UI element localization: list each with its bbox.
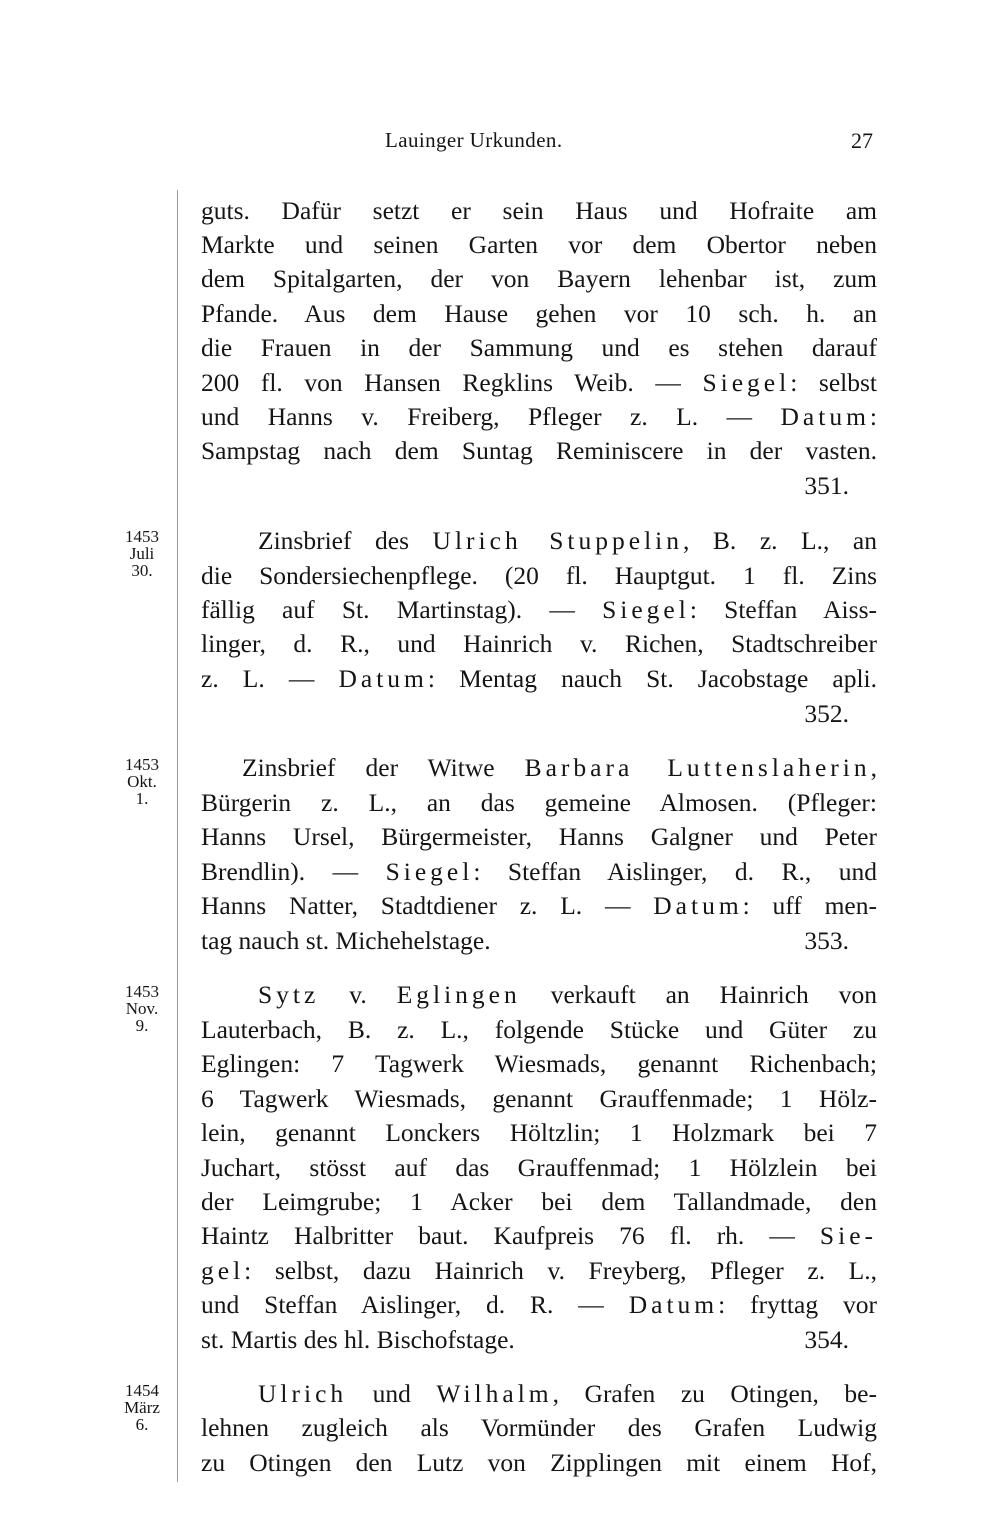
text-line: gel: selbst, dazu Hainrich v. Freyberg, Pfleger z. L., (201, 1256, 877, 1285)
text-line: Eglingen: 7 Tagwerk Wiesmads, genannt Richenbach; (201, 1049, 877, 1078)
text-line: dem Spitalgarten, der von Bayern lehenbar ist, zum (201, 264, 877, 293)
entry-number: 354. (804, 1325, 849, 1354)
spaced-name: Barbara Luttenslaherin (524, 753, 871, 782)
margin-date: 1453 Juli 30. (125, 527, 159, 580)
spaced-word: Datum (628, 1290, 719, 1319)
text-line: Lauterbach, B. z. L., folgende Stücke und Güter zu (201, 1015, 877, 1044)
text-line: Juchart, stösst auf das Grauffenmad; 1 Hölzlein bei (201, 1153, 877, 1182)
text-line: st. Martis des hl. Bischofstage. (201, 1325, 515, 1354)
text-line: 6 Tagwerk Wiesmads, genannt Grauffenmade; 1 Hölz- (201, 1084, 877, 1113)
text-line: Hanns Natter, Stadtdiener z. L. — Datum: uff men- (201, 891, 877, 920)
spaced-word: Datum (653, 891, 743, 920)
text-line: 200 fl. von Hansen Regklins Weib. — Siegel: selbst (201, 368, 877, 397)
spaced-name: Wilhalm (436, 1379, 553, 1408)
text-line: die Sondersiechenpflege. (20 fl. Hauptgut. 1 fl. Zins (201, 561, 877, 590)
text-line: lein, genannt Lonckers Höltzlin; 1 Holzmark bei 7 (201, 1118, 877, 1147)
text-line: und Hanns v. Freiberg, Pfleger z. L. — Datum: (201, 402, 877, 431)
text-line: fällig auf St. Martinstag). — Siegel: Steffan Aiss- (201, 595, 877, 624)
spaced-word: Siegel (602, 595, 690, 624)
margin-date: 1454 März 6. (124, 1381, 160, 1434)
margin-date: 1453 Nov. 9. (125, 982, 159, 1035)
entry-number: 353. (804, 926, 849, 955)
spaced-word: Datum (780, 402, 870, 431)
text-line: Haintz Halbritter baut. Kaufpreis 76 fl. rh. — Sie- (201, 1221, 877, 1250)
margin-rule (177, 190, 178, 1482)
text-line: Brendlin). — Siegel: Steffan Aislinger, d. R., und (201, 857, 877, 886)
text-line: Zinsbrief der Witwe Barbara Luttenslaherin, (242, 753, 877, 782)
text-line: linger, d. R., und Hainrich v. Richen, Stadtschreiber (201, 629, 877, 658)
spaced-word: Siegel (702, 368, 791, 397)
spaced-word: gel (201, 1256, 245, 1285)
text-line: die Frauen in der Sammung und es stehen darauf (201, 333, 877, 362)
margin-date: 1453 Okt. 1. (125, 755, 159, 808)
text-line: der Leimgrube; 1 Acker bei dem Tallandmade, den (201, 1187, 877, 1216)
text-line: Sampstag nach dem Suntag Reminiscere in der vasten. (201, 436, 877, 465)
spaced-name: Ulrich (258, 1379, 348, 1408)
text-line: zu Otingen den Lutz von Zipplingen mit einem Hof, (201, 1448, 877, 1477)
text-line: und Steffan Aislinger, d. R. — Datum: fryttag vor (201, 1290, 877, 1319)
spaced-word: Datum (338, 664, 428, 693)
spaced-word: Siegel (385, 857, 474, 886)
spaced-name: Sytz (258, 980, 320, 1009)
text-line: lehnen zugleich als Vormünder des Grafen Ludwig (201, 1413, 877, 1442)
text-line: z. L. — Datum: Mentag nauch St. Jacobstage apli. (201, 664, 877, 693)
text-line: guts. Dafür setzt er sein Haus und Hofraite am (201, 196, 877, 225)
text-line: Hanns Ursel, Bürgermeister, Hanns Galgner und Peter (201, 822, 877, 851)
spaced-name: Ulrich Stuppelin (432, 526, 683, 555)
text-line: Pfande. Aus dem Hause gehen vor 10 sch. h. an (201, 299, 877, 328)
text-line: Sytz v. Eglingen verkauft an Hainrich von (258, 980, 877, 1009)
page-number: 27 (851, 128, 873, 153)
text-line: tag nauch st. Michehelstage. (201, 926, 491, 955)
text-line: Markte und seinen Garten vor dem Obertor neben (201, 230, 877, 259)
entry-number: 352. (804, 699, 849, 728)
text-line: Bürgerin z. L., an das gemeine Almosen. (Pfleger: (201, 788, 877, 817)
text-line: Zinsbrief des Ulrich Stuppelin, B. z. L., an (258, 526, 877, 555)
spaced-word: Sie- (819, 1221, 877, 1250)
text-line: Ulrich und Wilhalm, Grafen zu Otingen, be- (258, 1379, 877, 1408)
spaced-place: Eglingen (396, 980, 521, 1009)
entry-number: 351. (804, 471, 849, 500)
running-head: Lauinger Urkunden. (385, 128, 563, 152)
